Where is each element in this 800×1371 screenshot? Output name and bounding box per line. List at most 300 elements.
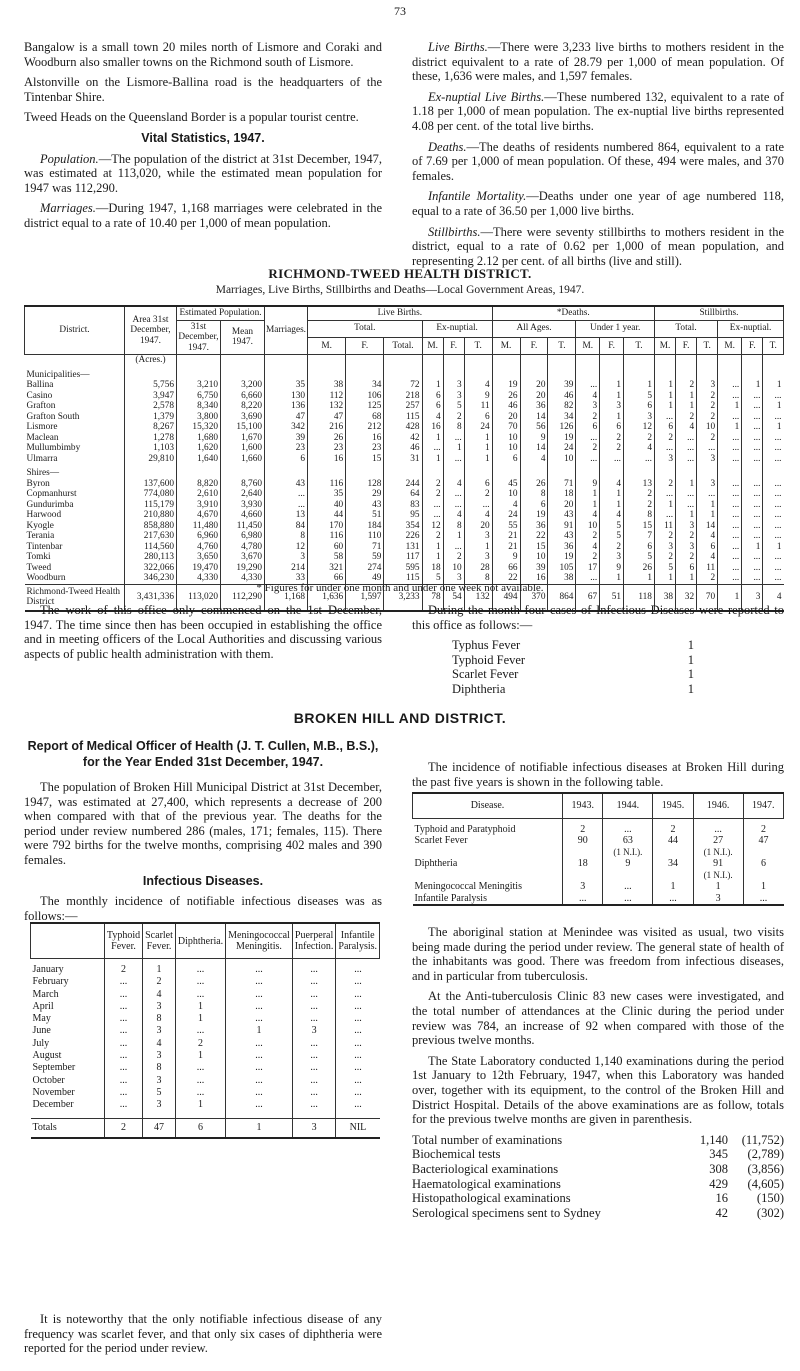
table-row [25, 521, 784, 532]
table-cell: 17 [576, 563, 600, 574]
table-cell: ... [623, 454, 654, 465]
monthly-cell: ... [226, 989, 293, 1001]
monthly-cell: ... [336, 1050, 380, 1062]
table-cell: 1 [422, 454, 443, 465]
monthly-cell: 3 [143, 1075, 176, 1087]
table-cell: 4 [422, 412, 443, 423]
header-all-ages: All Ages. [492, 320, 576, 337]
intro-paragraph: Alstonville on the Lismore-Ballina road is the headquarters of the Tintenbar Shire. [24, 75, 382, 104]
table-cell: 3 [443, 380, 464, 391]
table-row [25, 489, 784, 500]
table-cell: 20 [520, 380, 548, 391]
table-cell: 1 [742, 542, 763, 553]
monthly-row [31, 1062, 380, 1074]
header-lb-exnuptial: Ex-nuptial. [422, 320, 492, 337]
cases-column [412, 603, 784, 697]
monthly-cell: 4 [143, 1038, 176, 1050]
monthly-cell: ... [175, 1075, 225, 1087]
table-cell: 595 [384, 563, 422, 574]
table-cell: 6 [492, 454, 520, 465]
exam-item: Bacteriological examinations 308 (3,856) [412, 1161, 784, 1176]
disease-cell: ... [563, 893, 603, 906]
monthly-cell: ... [104, 989, 142, 1001]
header-marriages: Marriages. [265, 306, 308, 355]
table-cell: 10 [492, 443, 520, 454]
table-cell: ... [443, 489, 464, 500]
monthly-cell: ... [292, 1099, 336, 1118]
table-cell: 216 [308, 422, 346, 433]
table-cell: 2 [576, 552, 600, 563]
table-cell: 2 [654, 531, 675, 542]
bh-right-lower-column [412, 925, 784, 1220]
page-number: 73 [394, 4, 406, 18]
header-est-pop: Estimated Population. [177, 306, 265, 320]
table-cell: 184 [346, 521, 384, 532]
monthly-total-cell: 3 [292, 1118, 336, 1138]
noteworthy-column [24, 1312, 382, 1362]
table-cell: 3 [576, 401, 600, 412]
table-cell: ... [718, 412, 742, 423]
monthly-cell: ... [175, 1087, 225, 1099]
table-row [25, 422, 784, 433]
table-cell: ... [763, 573, 784, 584]
monthly-row [31, 1025, 380, 1037]
monthly-incidence-table [30, 922, 380, 1139]
disease-cell: 1 [743, 881, 783, 893]
disease-row [413, 881, 784, 893]
table-cell: 2 [654, 552, 675, 563]
monthly-cell: ... [336, 976, 380, 988]
table-cell: 2 [443, 412, 464, 423]
table-cell: 36 [520, 401, 548, 412]
table-cell: 8 [520, 489, 548, 500]
table-cell: 7 [623, 531, 654, 542]
table-cell: 1 [422, 433, 443, 444]
table-cell: 29 [346, 489, 384, 500]
total-cell: 132 [464, 584, 492, 611]
table-cell: 4,330 [221, 573, 265, 584]
header-t: T. [548, 337, 576, 354]
table-cell: 106 [346, 391, 384, 402]
table-cell: 39 [548, 380, 576, 391]
disease-cell: ... [603, 893, 653, 906]
table-cell: ... [742, 510, 763, 521]
total-cell: 112,290 [221, 584, 265, 611]
table-cell: 6 [265, 454, 308, 465]
disease-name: Infantile Paralysis [414, 892, 487, 904]
monthly-cell: 2 [143, 976, 176, 988]
monthly-cell: ... [336, 959, 380, 977]
disease-cell: 44 [653, 835, 693, 858]
monthly-cell: ... [104, 1013, 142, 1025]
table-cell: 34 [346, 380, 384, 391]
disease-cell: ... [743, 893, 783, 906]
table-cell: 2 [422, 479, 443, 490]
table-cell: 10 [697, 422, 718, 433]
table-cell: 2 [464, 489, 492, 500]
disease-row [413, 858, 784, 881]
month-name: December [32, 1099, 74, 1111]
district-name: Tintenbar [26, 541, 63, 552]
table-cell: 8 [443, 521, 464, 532]
table-cell: 10 [576, 521, 600, 532]
table-cell: ... [763, 500, 784, 511]
table-cell: 346,230 [125, 573, 177, 584]
table-cell: 2 [697, 401, 718, 412]
district-name: Woodburn [26, 573, 66, 583]
table-cell: 1 [600, 489, 624, 500]
monthly-cell: ... [292, 1001, 336, 1013]
table-cell: 322,066 [125, 563, 177, 574]
table-cell: 47 [308, 412, 346, 423]
table-cell: ... [763, 552, 784, 563]
table-cell: 8,267 [125, 422, 177, 433]
population-paragraph: Population.—The population of the district at 31st December, 1947, was estimated at 113,020, while the estimated mean population for 1947 was 112,290. [24, 151, 382, 195]
table-cell: 1 [763, 380, 784, 391]
district-name: Kyogle [26, 520, 54, 531]
table-cell: 6 [623, 401, 654, 412]
table-cell: 321 [308, 563, 346, 574]
table-cell: ... [763, 391, 784, 402]
table-cell: 34 [548, 412, 576, 423]
table-cell: 4 [464, 510, 492, 521]
work-paragraph: The work of this office only commenced on the 1st December, 1947. The time since then has been occupied in establishing the office and in meeting officers of the Local Authorities and discussing various aspects of public health administration with them. [24, 603, 382, 661]
table-cell: 10 [520, 552, 548, 563]
table-cell: 3 [443, 573, 464, 584]
monthly-cell: ... [292, 989, 336, 1001]
table-cell: ... [718, 500, 742, 511]
table-cell: 126 [548, 422, 576, 433]
table-cell: ... [763, 521, 784, 532]
table-cell: 1 [697, 510, 718, 521]
monthly-cell: ... [226, 1013, 293, 1025]
table-cell: ... [718, 380, 742, 391]
table-row [25, 443, 784, 454]
bh-population-paragraph: The population of Broken Hill Municipal District at 31st December, 1947, was estimated at 27,400, which represents a decrease of 200 when compared with that of the previous year. The deaths for the period under review numbered 286 (males, 171; females, 115). There were 792 births for the twelve months, comprising 402 males and 390 females. [24, 780, 382, 867]
table-cell: 28 [464, 563, 492, 574]
table-row [25, 433, 784, 444]
table-cell: 19 [548, 552, 576, 563]
monthly-cell: ... [292, 1050, 336, 1062]
table-cell: 4,780 [221, 542, 265, 553]
disease-cell: 3 [563, 881, 603, 893]
group-row [25, 366, 784, 381]
table-cell: 2 [697, 412, 718, 423]
table-cell: 1 [742, 380, 763, 391]
table-cell: 84 [265, 521, 308, 532]
table-cell: 131 [384, 542, 422, 553]
table-cell: 2,610 [177, 489, 221, 500]
total-cell: 70 [697, 584, 718, 611]
month-name: July [32, 1037, 50, 1049]
table-cell: 22 [520, 531, 548, 542]
table-cell: ... [718, 489, 742, 500]
intro-paragraph: Tweed Heads on the Queensland Border is a popular tourist centre. [24, 110, 359, 125]
table-cell: 3 [600, 401, 624, 412]
table-cell: 6 [600, 422, 624, 433]
table-cell: 19,470 [177, 563, 221, 574]
month-name: November [32, 1086, 75, 1098]
month-name: January [32, 964, 64, 975]
exam-item: Haematological examinations 429 (4,605) [412, 1176, 784, 1191]
table-cell: ... [265, 500, 308, 511]
table-cell: ... [742, 521, 763, 532]
table-cell: 6 [422, 401, 443, 412]
disease-header: Disease. [413, 793, 563, 818]
table-cell: 4 [443, 510, 464, 521]
monthly-cell: ... [336, 1062, 380, 1074]
table-cell: 1,600 [221, 443, 265, 454]
monthly-cell: 8 [143, 1062, 176, 1074]
header-t: T. [697, 337, 718, 354]
header-stillbirths: Stillbirths. [654, 306, 783, 320]
table-cell: 4 [576, 391, 600, 402]
table-cell: 128 [346, 479, 384, 490]
table-cell: 20 [548, 500, 576, 511]
table-cell: 19 [520, 510, 548, 521]
table-cell: 1 [623, 573, 654, 584]
disease-cell: 18 [563, 858, 603, 881]
header-total: Total. [384, 337, 422, 354]
table-cell: ... [718, 563, 742, 574]
table-cell: 66 [492, 563, 520, 574]
table-cell: 95 [384, 510, 422, 521]
table-cell: 15 [346, 454, 384, 465]
monthly-cell: ... [104, 1038, 142, 1050]
table-cell: 1 [422, 542, 443, 553]
table-cell: 46 [548, 391, 576, 402]
monthly-cell: ... [104, 1050, 142, 1062]
table-cell: 2 [576, 412, 600, 423]
exnuptial-paragraph: Ex-nuptial Live Births.—These numbered 132, equivalent to a rate of 1.18 per 1,000 of mean population. The ex-nuptial live births represented 4.08 per cent. of the total live births. [412, 89, 784, 133]
table-cell: 4 [443, 479, 464, 490]
month-name: June [32, 1025, 51, 1037]
table-cell: 2 [576, 443, 600, 454]
report-title: Report of Medical Officer of Health (J. T. Cullen, M.B., B.S.), for the Year Ended 31st December, 1947. [27, 739, 379, 769]
table-cell: ... [718, 531, 742, 542]
marriages-paragraph: Marriages.—During 1947, 1,168 marriages were celebrated in the district equal to a rate of 10.40 per 1,000 of mean population. [24, 201, 382, 230]
header-under-1: Under 1 year. [576, 320, 655, 337]
intro-left-column [24, 40, 382, 237]
exam-item: Total number of examinations 1,140 (11,752) [412, 1132, 784, 1147]
table-cell: 1 [576, 500, 600, 511]
infantile-mortality-paragraph: Infantile Mortality.—Deaths under one year of age numbered 118, equal to a rate of 36.50 per 1,000 live births. [412, 189, 784, 218]
table-cell: 4 [600, 510, 624, 521]
table-cell: 43 [548, 510, 576, 521]
table-cell: 3 [600, 552, 624, 563]
monthly-total-cell: NIL [336, 1118, 380, 1138]
table-cell: 5 [623, 391, 654, 402]
table-cell: 66 [308, 573, 346, 584]
table-footnote: * Figures for under one month and under one week not available. [256, 582, 544, 594]
table-cell: 4 [576, 510, 600, 521]
total-cell: 370 [520, 584, 548, 611]
table-cell: 8 [265, 531, 308, 542]
table-row [25, 552, 784, 563]
header-f: F. [443, 337, 464, 354]
table-cell: ... [443, 454, 464, 465]
disease-header: 1943. [563, 793, 603, 818]
table-row [25, 412, 784, 423]
table-cell: ... [763, 433, 784, 444]
table-cell: 82 [548, 401, 576, 412]
table-cell: 3 [676, 521, 697, 532]
table-cell: 1,680 [177, 433, 221, 444]
monthly-cell: 4 [143, 989, 176, 1001]
table-cell: 1 [676, 510, 697, 521]
table-cell: 46 [492, 401, 520, 412]
totals-label: Totals [31, 1118, 105, 1138]
table-row [25, 401, 784, 412]
table-cell: 3 [623, 412, 654, 423]
table-cell: 280,113 [125, 552, 177, 563]
table-cell: 3,650 [177, 552, 221, 563]
monthly-row [31, 976, 380, 988]
table-cell: 38 [548, 573, 576, 584]
table-cell: 1 [676, 401, 697, 412]
table-cell: 6 [654, 422, 675, 433]
table-cell: 1 [600, 412, 624, 423]
table-cell: 6,980 [221, 531, 265, 542]
table-cell: 3,210 [177, 380, 221, 391]
table-cell: 26 [308, 433, 346, 444]
table-cell: 1 [600, 573, 624, 584]
table-cell: 14 [697, 521, 718, 532]
header-m: M. [492, 337, 520, 354]
table-cell: ... [718, 510, 742, 521]
table-cell: 1,670 [221, 433, 265, 444]
table-cell: ... [576, 433, 600, 444]
group-label: Municipalities— [26, 369, 90, 380]
table-cell: 15 [520, 542, 548, 553]
district-name: Lismore [26, 422, 58, 432]
table-cell: ... [676, 454, 697, 465]
table-cell: ... [718, 521, 742, 532]
table-cell: 36 [548, 542, 576, 553]
acres-row [25, 355, 784, 366]
table-cell: 3,930 [221, 500, 265, 511]
monthly-cell: ... [104, 1099, 142, 1118]
disease-header: 1944. [603, 793, 653, 818]
table-cell: 1 [422, 380, 443, 391]
table-cell: 428 [384, 422, 422, 433]
table-cell: 858,880 [125, 521, 177, 532]
table-cell: ... [763, 489, 784, 500]
monthly-cell: 1 [143, 959, 176, 977]
table-cell: 11 [697, 563, 718, 574]
monthly-cell: ... [226, 976, 293, 988]
table-cell: 5 [600, 531, 624, 542]
table-cell: 3 [697, 380, 718, 391]
disease-cell: ... [693, 818, 743, 835]
table-cell: 58 [308, 552, 346, 563]
table-cell: ... [576, 454, 600, 465]
total-cell: 118 [623, 584, 654, 611]
table-cell: 71 [346, 542, 384, 553]
table-cell: ... [763, 454, 784, 465]
table-cell: 3,200 [221, 380, 265, 391]
table-row [25, 391, 784, 402]
monthly-cell: ... [175, 1062, 225, 1074]
table-cell: 132 [308, 401, 346, 412]
work-column [24, 603, 382, 667]
table-cell: 1 [464, 433, 492, 444]
monthly-cell: ... [292, 1062, 336, 1074]
table-cell: ... [718, 454, 742, 465]
table-cell: 6 [676, 563, 697, 574]
table-cell: 31 [384, 454, 422, 465]
disease-cell: ... [653, 893, 693, 906]
noteworthy-paragraph: It is noteworthy that the only notifiable infectious disease of any frequency was scarlet fever, and that only six cases of diphtheria were reported for the period under review. [24, 1312, 382, 1356]
monthly-cell: 1 [175, 1050, 225, 1062]
table-cell: 115 [384, 412, 422, 423]
monthly-cell: ... [175, 976, 225, 988]
table-cell: 11 [654, 521, 675, 532]
monthly-cell: 3 [143, 1001, 176, 1013]
table-cell: ... [718, 433, 742, 444]
monthly-cell: ... [226, 959, 293, 977]
table-cell: 35 [265, 380, 308, 391]
table-cell: 4,670 [177, 510, 221, 521]
monthly-cell: ... [292, 1075, 336, 1087]
aboriginal-paragraph: The aboriginal station at Menindee was visited as usual, two visits being made during the period under review. The general state of health of the inhabitants was good. There was freedom from infectious diseases, and in particular from tuberculosis. [412, 925, 784, 983]
monthly-cell: ... [292, 1087, 336, 1099]
table-cell: 20 [464, 521, 492, 532]
table-cell: 22 [492, 573, 520, 584]
disease-name: Scarlet Fever [414, 835, 468, 846]
table-cell: ... [742, 412, 763, 423]
total-cell: 1 [718, 584, 742, 611]
case-item: Scarlet Fever 1 [452, 667, 694, 682]
table-cell: 115 [384, 573, 422, 584]
total-cell: 67 [576, 584, 600, 611]
table-cell: ... [763, 563, 784, 574]
table-cell: 1 [654, 380, 675, 391]
monthly-cell: ... [226, 1087, 293, 1099]
table-cell: 4 [697, 531, 718, 542]
broken-hill-heading: BROKEN HILL AND DISTRICT. [293, 710, 507, 726]
table-cell: 125 [346, 401, 384, 412]
table-cell: 40 [308, 500, 346, 511]
header-live-births: Live Births. [308, 306, 493, 320]
header-mean: Mean 1947. [221, 320, 265, 355]
table-cell: 6 [623, 542, 654, 553]
table-cell: ... [443, 433, 464, 444]
table-cell: 1 [718, 401, 742, 412]
monthly-cell: 3 [143, 1025, 176, 1037]
disease-cell: 27 (1 N.I.). [693, 835, 743, 858]
disease-cell: 90 [563, 835, 603, 858]
monthly-cell: ... [104, 1062, 142, 1074]
table-cell: 42 [384, 433, 422, 444]
table-cell: 35 [308, 489, 346, 500]
table-cell: 774,080 [125, 489, 177, 500]
table-cell: 6 [576, 422, 600, 433]
table-cell: 5 [600, 521, 624, 532]
table-cell: ... [464, 500, 492, 511]
table-cell: 91 [548, 521, 576, 532]
monthly-cell: ... [336, 989, 380, 1001]
table-cell: 1,103 [125, 443, 177, 454]
total-cell: 54 [443, 584, 464, 611]
table-cell: 9 [600, 563, 624, 574]
header-t: T. [763, 337, 784, 354]
disease-cell: 47 [743, 835, 783, 858]
table-cell: 12 [265, 542, 308, 553]
table-cell: 3 [654, 542, 675, 553]
table-cell: 5 [623, 552, 654, 563]
table-cell: ... [576, 380, 600, 391]
